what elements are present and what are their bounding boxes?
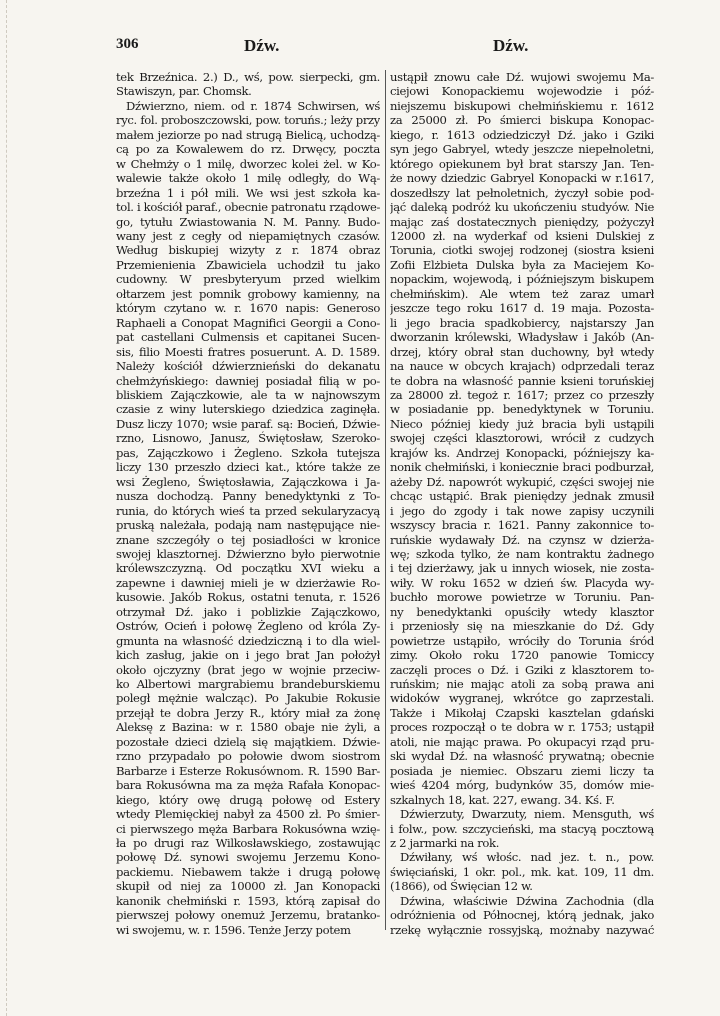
text-line: jeszcze tego roku 1617 d. 19 maja. Pozosta- [390, 301, 654, 316]
text-line: chcąc ustąpić. Brak pieniędzy jednak zmusił [390, 489, 654, 504]
text-line: Dźwierzuty, Dwarzuty, niem. Mensguth, wś [400, 807, 654, 822]
text-line: czasie z winy luterskiego dziedzica zaginęła. [116, 402, 380, 417]
text-line: Stawiszyn, par. Chomsk. [116, 84, 252, 99]
text-line: krajów ks. Andrzej Konopacki, późniejszy ka- [390, 445, 654, 460]
left-column [116, 70, 380, 937]
text-line: zapewne i dawniej mieli je w dzierżawie Ro- [116, 575, 380, 590]
text-line: wiły. W roku 1652 w dzień św. Placyda wy- [390, 575, 654, 590]
text-line: kiego, r. 1613 odziedziczył Dź. jako i Gziki [390, 127, 654, 142]
text-line: na nauce w obcych krajach) odprzedali teraz [390, 359, 654, 374]
text-line: rzno, Lisnowo, Janusz, Świętosław, Szeroko- [116, 431, 380, 446]
text-line: nusza dochodzą. Panny benedyktynki z To- [116, 489, 380, 504]
text-line: nopackim, wojewodą, i późniejszym biskupem [390, 272, 654, 287]
text-line: i przeniosły się na mieszkanie do Dź. Gdy [390, 619, 654, 634]
running-head-left: Dźw. [244, 36, 280, 55]
text-line: jąć daleką podróż ku ukończeniu studyów. Nie [390, 200, 654, 215]
text-line: Należy kościół dźwierznieński do dekanatu [116, 359, 380, 374]
text-line: skupił od niej za 10000 zł. Jan Konopacki [116, 879, 380, 894]
text-line: swojej klasztornej. Dźwierzno było pierwotnie [116, 546, 380, 561]
text-line: zimy. Około roku 1720 panowie Tomiccy [390, 648, 654, 663]
text-line: te dobra na własność pannie ksieni toruńskiej [390, 373, 654, 388]
right-column [390, 70, 654, 937]
text-line: Nieco później kiedy już bracia byli ustąpili [390, 416, 654, 431]
text-line: runia, do których wieś ta przed sekularyzacyą [116, 503, 380, 518]
text-line: ciejowi Konopackiemu wojewodzie i póź- [390, 84, 654, 99]
running-head-right: Dźw. [493, 36, 529, 55]
text-line: ryc. fol. proboszczowski, pow. toruńs.; leży przy [116, 113, 380, 128]
text-line: z 2 jarmarki na rok. [390, 836, 500, 851]
text-line: pruską należała, podają nam następujące nie- [116, 518, 380, 533]
text-line: swojej części klasztorowi, wrócił z cudzych [390, 431, 654, 446]
text-line: w Chełmży o 1 milę, dworzec kolei żel. w Ko- [116, 156, 380, 171]
text-line: kiego, który owę drugą połowę od Estery [116, 792, 380, 807]
text-line: otrzymał Dź. jako i poblizkie Zajączkowo, [116, 604, 380, 619]
text-line: chełmżyńskiego: dawniej posiadał filią w po- [116, 373, 380, 388]
text-line: w posiadanie pp. benedyktynek w Toruniu. [390, 402, 654, 417]
text-line: cudowny. W presbyteryum przed wielkim [116, 272, 380, 287]
text-line: doszedłszy lat pełnoletnich, życzył sobie pod- [390, 185, 654, 200]
text-line: pozostałe dzieci dzielą się majątkiem. Dźwie- [116, 734, 380, 749]
text-line: ci pierwszego męża Barbara Rokusówna wzię- [116, 821, 380, 836]
text-line: wieś 4204 mórg, budynków 35, domów mie- [390, 778, 654, 793]
text-line: wsi Żegleno, Świętosławia, Zajączkowa i Ja- [116, 474, 380, 489]
text-line: wi swojemu, w. r. 1596. Tenże Jerzy potem [116, 922, 351, 937]
text-line: Barbarze i Esterze Rokusównom. R. 1590 Bar- [116, 763, 380, 778]
text-line: Także i Mikołaj Czapski kasztelan gdański [390, 705, 654, 720]
text-line: posiada je niemiec. Obszaru ziemi liczy ta [390, 763, 654, 778]
text-line: wę; szkoda tylko, że nam kontraktu żadnego [390, 546, 654, 561]
text-line: którym czytano w. r. 1670 napis: Generoso [116, 301, 380, 316]
text-line: wtedy Plemięckiej nabył za 4500 zł. Po śmier- [116, 807, 380, 822]
text-line: syn jego Gabryel, wtedy jeszcze niepełnoletni, [390, 142, 654, 157]
text-line: Zofii Elżbieta Dulska była za Maciejem Ko- [390, 257, 654, 272]
text-line: Przemienienia Zbawiciela uchodził tu jako [116, 257, 380, 272]
text-line: i jego do zgody i tak nowe zapisy uczynili [390, 503, 654, 518]
text-line: liczy 130 przeszło dzieci kat., które także ze [116, 460, 380, 475]
text-line: (1866), od Święcian 12 w. [390, 879, 533, 894]
text-line: bliskiem Zajączkowie, ale ta w najnowszym [116, 387, 380, 402]
text-line: szkalnych 18, kat. 227, ewang. 34. Kś. F. [390, 792, 615, 807]
text-line: chełmińskim). Ale wtem też zaraz umarł [390, 286, 654, 301]
text-line: buchło morowe powietrze w Toruniu. Pan- [390, 590, 654, 605]
text-line: królewszczyzną. Od początku XVI wieku a [116, 561, 380, 576]
text-line: Dusz liczy 1070; wsie paraf. są: Bocień, Dźwie- [116, 416, 380, 431]
text-line: ruńskie wydawały Dź. na czynsz w dzierża- [390, 532, 654, 547]
text-line: tek Brzeźnica. 2.) D., wś, pow. sierpecki, gm. [116, 70, 380, 84]
text-line: proces rozpoczął o te dobra w r. 1753; ustąpił [390, 720, 654, 735]
text-line: tol. i kościół paraf., obecnie patronatu rządowe- [116, 200, 380, 215]
text-line: około ojczyzny (brat jego w wojnie przeciw- [116, 662, 380, 677]
text-line: kusowie. Jakób Rokus, ostatni tenuta, r. 1526 [116, 590, 380, 605]
text-line: rzno przypadało po połowie dwom siostrom [116, 749, 380, 764]
text-line: pas, Zajączkowo i Żegleno. Szkoła tutejsza [116, 445, 380, 460]
text-line: niejszemu biskupowi chełmińskiemu r. 1612 [390, 98, 654, 113]
text-line: widoków wygranej, wkrótce go zaprzestali. [390, 691, 654, 706]
text-line: nonik chełmiński, i koniecznie braci podburzał, [390, 460, 654, 475]
text-line: za 28000 zł. tegoż r. 1617; przez co przeszły [390, 387, 654, 402]
text-line: ski wydał Dź. na własność prywatną; obecnie [390, 749, 654, 764]
text-line: i folw., pow. szczycieński, ma stacyą pocztową [390, 821, 654, 836]
text-line: sis, filio Moesti fratres posuerunt. A. D. 1589. [116, 344, 380, 359]
text-line: cą po za Kowalewem do rz. Drwęcy, poczta [116, 142, 380, 157]
text-line: święciański, 1 okr. pol., mk. kat. 109, 11 dm. [390, 864, 654, 879]
text-line: drzej, który obrał stan duchowny, był wtedy [390, 344, 654, 359]
text-line: i tej dzierżawy, jak u innych wiosek, nie zosta- [390, 561, 654, 576]
text-line: małem jeziorze po nad strugą Bielicą, uchodzą- [116, 127, 380, 142]
text-line: walewie także około 1 milę odległy, do Wą- [116, 171, 380, 186]
text-line: kanonik chełmiński r. 1593, którą zapisał do [116, 893, 380, 908]
text-line: gmunta na własność dziedziczną i to dla wiel- [116, 633, 380, 648]
text-line: ruńskim; nie mając atoli za sobą prawa ani [390, 677, 654, 692]
text-line: bara Rokusówna ma za męża Rafała Konopac- [116, 778, 380, 793]
text-line: pat castellani Culmensis et capitanei Sucen- [116, 330, 380, 345]
text-line: dworzanin królewski, Władysław i Jakób (An- [390, 330, 654, 345]
text-line: rzekę wyłącznie rossyjską, możnaby nazywać [390, 922, 654, 937]
text-line: wany jest z cegły od niepamiętnych czasów. [116, 228, 380, 243]
text-line: wszyscy bracia r. 1621. Panny zakonnice to- [390, 518, 654, 533]
text-line: Dźwina, właściwie Dźwina Zachodnia (dla [400, 893, 654, 908]
text-line: ołtarzem jest pomnik grobowy kamienny, na [116, 286, 380, 301]
text-line: brzeźna 1 i pół mili. We wsi jest szkoła ka- [116, 185, 380, 200]
text-line: poległ mężnie walcząc). Po Jakubie Rokusie [116, 691, 380, 706]
text-line: Torunia, ciotki swojej rodzonej (siostra ksieni [390, 243, 654, 258]
text-line: ny benedyktanki opuściły wtedy klasztor [390, 604, 654, 619]
text-line: ko Albertowi margrabiemu brandeburskiemu [116, 677, 380, 692]
text-line: packiemu. Niebawem także i drugą połowę [116, 864, 380, 879]
text-line: Aleksę z Bazina: w r. 1580 obaje nie żyli, a [116, 720, 380, 735]
text-line: Według biskupiej wizyty z r. 1874 obraz [116, 243, 380, 258]
text-line: Ostrów, Ocień i połowę Żegleno od króla Zy- [116, 619, 380, 634]
text-line: atoli, nie mając prawa. Po okupacyi rząd pru- [390, 734, 654, 749]
text-line: połowę Dź. synowi swojemu Jerzemu Kono- [116, 850, 380, 865]
text-line: pierwszej połowy onemuż Jerzemu, bratanko- [116, 908, 380, 923]
text-line: kich zasług, jakie on i jego brat Jan położył [116, 648, 380, 663]
text-line: mając zaś dostatecznych pieniędzy, pożyczył [390, 214, 654, 229]
text-line: ustąpił znowu całe Dź. wujowi swojemu Ma- [390, 70, 654, 84]
text-line: Raphaeli a Conopat Magnifici Georgii a Cono- [116, 315, 380, 330]
page-header [116, 36, 676, 56]
text-line: Dźwierzno, niem. od r. 1874 Schwirsen, wś [126, 98, 380, 113]
text-line: że nowy dziedzic Gabryel Konopacki w r.1617, [390, 171, 654, 186]
text-line: go, tytułu Zwiastowania N. M. Panny. Budo- [116, 214, 380, 229]
text-line: 12000 zł. na wyderkaf od ksieni Dulskiej z [390, 228, 654, 243]
page-edge-line [6, 0, 8, 1016]
page-number: 306 [116, 36, 139, 52]
column-divider [385, 70, 386, 930]
text-line: Dźwiłany, wś włośc. nad jez. t. n., pow. [400, 850, 654, 865]
text-line: li jego bracia spadkobiercy, najstarszy Jan [390, 315, 654, 330]
text-line: którego opiekunem był brat starszy Jan. Ten- [390, 156, 654, 171]
text-line: znane szczegóły o tej posiadłości w kronice [116, 532, 380, 547]
text-line: zaczęli proces o Dź. i Gziki z klasztorem to- [390, 662, 654, 677]
text-line: odróżnienia od Północnej, którą jednak, jako [390, 908, 654, 923]
text-line: przejął te dobra Jerzy R., który miał za żonę [116, 705, 380, 720]
text-line: za 25000 zł. Po śmierci biskupa Konopac- [390, 113, 654, 128]
text-line: powietrze ustąpiło, wróciły do Torunia śród [390, 633, 654, 648]
text-line: ła po drugi raz Wilkosławskiego, zostawując [116, 836, 380, 851]
text-line: ażeby Dź. napowrót wykupić, części swojej nie [390, 474, 654, 489]
